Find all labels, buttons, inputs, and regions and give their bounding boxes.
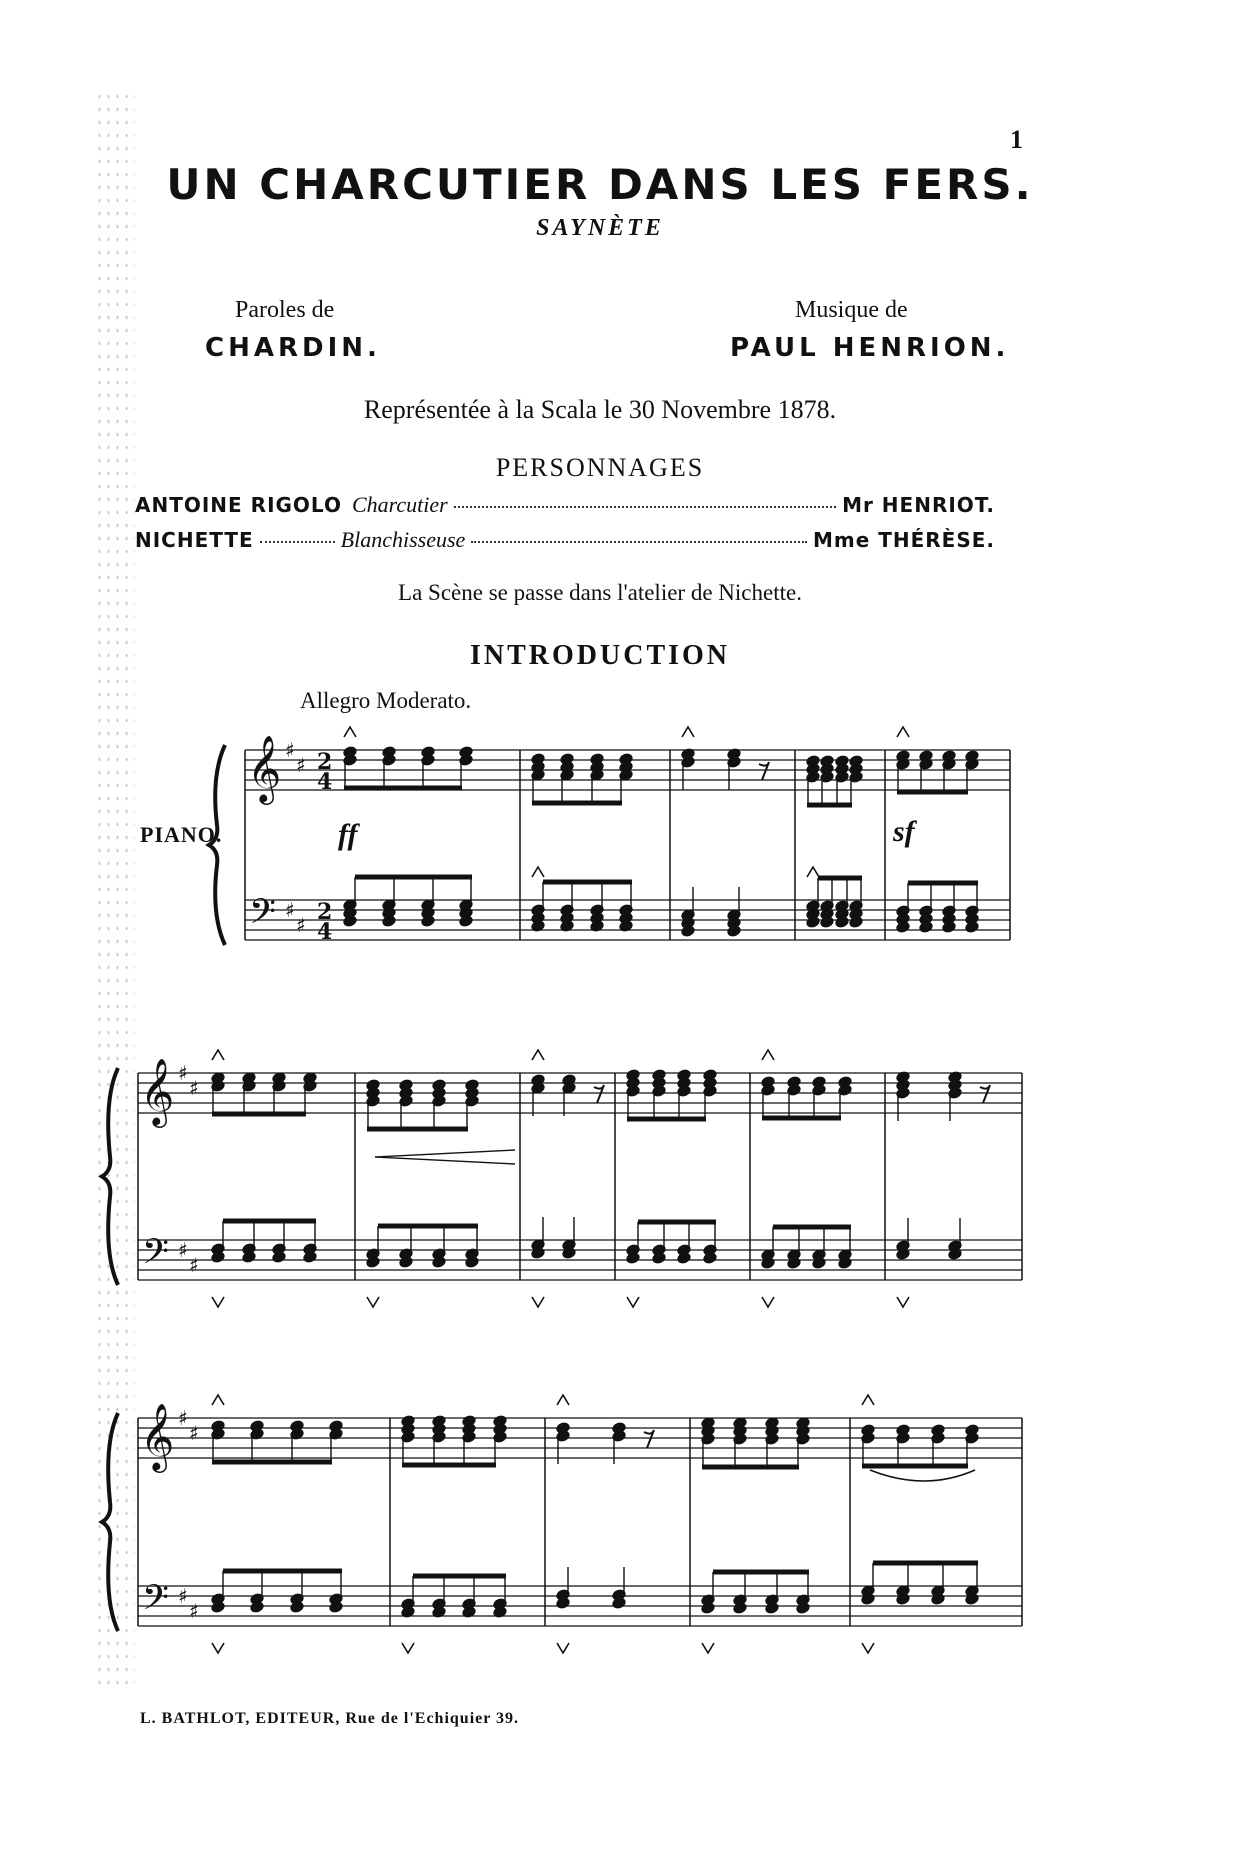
accent-mark [212, 1050, 224, 1060]
lyricist-label: Paroles de [235, 297, 335, 323]
time-signature: 4 [317, 919, 333, 945]
characters-heading: PERSONNAGES [495, 453, 705, 482]
composer-label: Musique de [795, 297, 908, 323]
crescendo-hairpin [375, 1150, 515, 1164]
publisher-footer: L. BATHLOT, EDITEUR, Rue de l'Echiquier 39. [140, 1710, 520, 1727]
sharp-sign: ♯ [285, 738, 295, 762]
sharp-sign: ♯ [285, 898, 295, 922]
beam [355, 875, 472, 880]
page-number: 1 [1010, 125, 1023, 154]
accent-mark [862, 1395, 874, 1405]
page-title: UN CHARCUTIER DANS LES FERS. [166, 160, 1034, 209]
bass-clef-icon: 𝄢 [142, 1577, 170, 1626]
sharp-sign: ♯ [178, 1061, 188, 1085]
treble-clef-icon: 𝄞 [247, 734, 282, 802]
beam [627, 1117, 706, 1122]
composer-name: PAUL HENRION. [730, 333, 1010, 363]
accent-mark [532, 1297, 544, 1307]
beam [402, 1463, 496, 1468]
accent-mark [862, 1643, 874, 1653]
beam [818, 876, 862, 881]
accent-mark [807, 867, 819, 877]
accent-mark [212, 1297, 224, 1307]
beam [413, 1574, 506, 1579]
accent-mark [532, 867, 544, 877]
accent-mark [532, 1050, 544, 1060]
beam [862, 1464, 968, 1469]
rest-sign [980, 1085, 990, 1103]
accent-mark [557, 1643, 569, 1653]
beam [223, 1219, 316, 1224]
sharp-sign: ♯ [178, 1406, 188, 1430]
beam [773, 1225, 851, 1230]
sharp-sign: ♯ [189, 1421, 199, 1445]
accent-mark [212, 1395, 224, 1405]
beam [713, 1570, 809, 1575]
beam [223, 1569, 342, 1574]
cast-actor: Mr HENRIOT. [842, 493, 995, 517]
cast-actor: Mme THÉRÈSE. [812, 528, 995, 552]
beam [344, 786, 462, 791]
rest-sign [594, 1085, 604, 1103]
time-signature: 2 [317, 899, 333, 925]
beam [367, 1127, 468, 1132]
accent-mark [762, 1050, 774, 1060]
accent-mark [702, 1643, 714, 1653]
beam [807, 803, 852, 808]
time-signature: 4 [317, 769, 333, 795]
brace [102, 1413, 118, 1631]
treble-clef-icon: 𝄞 [140, 1057, 175, 1125]
brace [209, 745, 225, 945]
sharp-sign: ♯ [178, 1238, 188, 1262]
cast-role: Charcutier [351, 492, 448, 517]
accent-mark [627, 1297, 639, 1307]
treble-clef-icon: 𝄞 [140, 1402, 175, 1470]
beam [762, 1116, 841, 1121]
accent-mark [212, 1643, 224, 1653]
beam [532, 801, 622, 806]
beam [212, 1460, 332, 1465]
accent-mark [682, 727, 694, 737]
sharp-sign: ♯ [189, 1253, 199, 1277]
beam [212, 1112, 306, 1117]
tie [870, 1470, 975, 1481]
scene-note: La Scène se passe dans l'atelier de Nichette. [398, 580, 802, 605]
subtitle: SAYNÈTE [536, 215, 664, 241]
accent-mark [897, 727, 909, 737]
brace [102, 1068, 118, 1285]
rest-sign [759, 762, 769, 780]
bass-clef-icon: 𝄢 [142, 1231, 170, 1280]
cast-role: Blanchisseuse [340, 527, 466, 552]
lyricist-name: CHARDIN. [205, 333, 381, 363]
rest-sign [644, 1430, 654, 1448]
beam [702, 1465, 799, 1470]
dynamic-ff: ff [338, 818, 358, 851]
section-title: INTRODUCTION [469, 640, 731, 671]
accent-mark [762, 1297, 774, 1307]
performance-note: Représentée à la Scala le 30 Novembre 1878. [363, 395, 837, 424]
beam [873, 1561, 978, 1566]
cast-name: NICHETTE [135, 528, 254, 552]
beam [897, 790, 968, 795]
accent-mark [402, 1643, 414, 1653]
accent-mark [897, 1297, 909, 1307]
sharp-sign: ♯ [189, 1076, 199, 1100]
tempo-marking: Allegro Moderato. [300, 688, 472, 713]
beam [638, 1220, 716, 1225]
accent-mark [344, 727, 356, 737]
beam [378, 1224, 478, 1229]
sharp-sign: ♯ [296, 913, 306, 937]
time-signature: 2 [317, 749, 333, 775]
sharp-sign: ♯ [189, 1599, 199, 1623]
sharp-sign: ♯ [178, 1584, 188, 1608]
beam [543, 880, 632, 885]
instrument-label: PIANO. [140, 822, 223, 847]
sharp-sign: ♯ [296, 753, 306, 777]
accent-mark [367, 1297, 379, 1307]
dynamic-sf: sf [893, 815, 915, 848]
beam [908, 881, 978, 886]
cast-name: ANTOINE RIGOLO [135, 493, 342, 517]
accent-mark [557, 1395, 569, 1405]
bass-clef-icon: 𝄢 [249, 891, 277, 940]
